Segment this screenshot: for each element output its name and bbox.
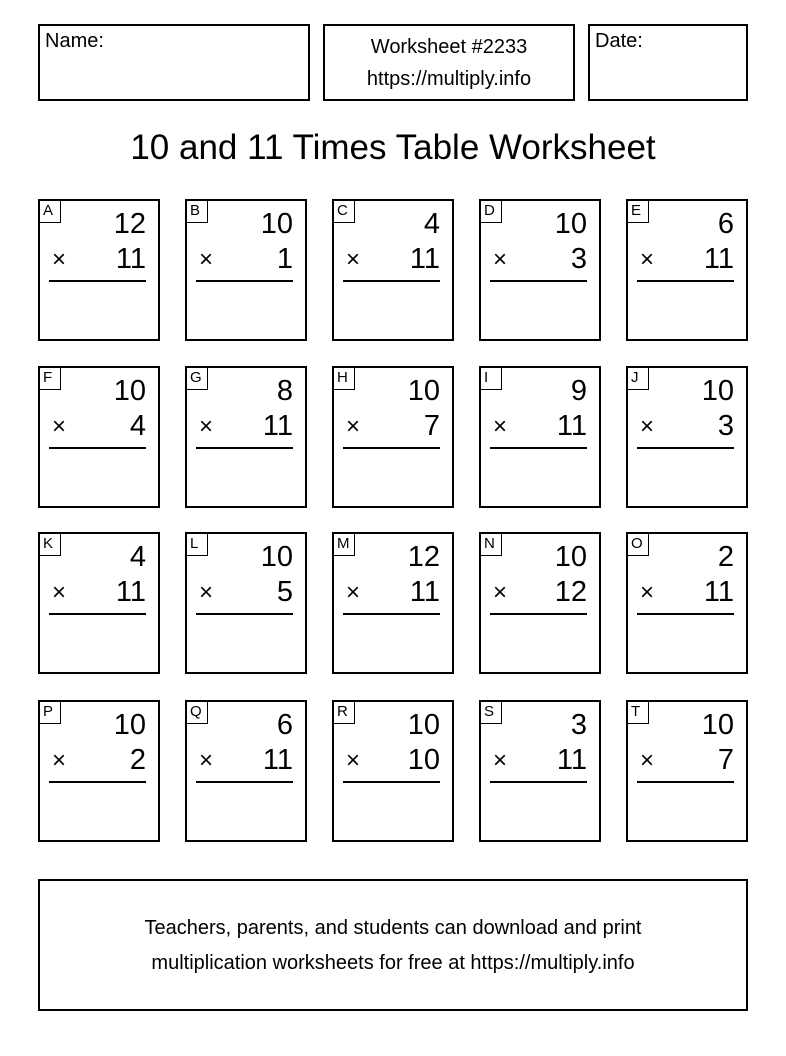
problem-letter: Q bbox=[187, 702, 208, 724]
multiplier: 7 bbox=[717, 744, 734, 776]
multiplier: 11 bbox=[703, 576, 734, 608]
multiplier: 3 bbox=[717, 410, 734, 442]
multiplicand: 2 bbox=[717, 541, 734, 573]
multiplier: 11 bbox=[262, 744, 293, 776]
problem-card[interactable] bbox=[38, 199, 160, 341]
multiplier: 11 bbox=[703, 243, 734, 275]
problem-letter: P bbox=[40, 702, 61, 724]
multiplicand: 4 bbox=[423, 208, 440, 240]
problem-card[interactable] bbox=[626, 532, 748, 674]
multiply-sign-icon: × bbox=[199, 747, 214, 774]
multiplier: 4 bbox=[129, 410, 146, 442]
problem-card[interactable] bbox=[185, 366, 307, 508]
multiplier: 7 bbox=[423, 410, 440, 442]
answer-line bbox=[49, 447, 146, 449]
problem-letter: S bbox=[481, 702, 502, 724]
multiplier: 11 bbox=[556, 410, 587, 442]
answer-line bbox=[343, 447, 440, 449]
multiply-sign-icon: × bbox=[640, 747, 655, 774]
problem-letter: O bbox=[628, 534, 649, 556]
answer-line bbox=[637, 781, 734, 783]
multiplicand: 10 bbox=[260, 541, 293, 573]
multiply-sign-icon: × bbox=[493, 747, 508, 774]
problem-card[interactable] bbox=[626, 366, 748, 508]
problem-card[interactable] bbox=[185, 700, 307, 842]
multiplier: 11 bbox=[409, 243, 440, 275]
multiply-sign-icon: × bbox=[199, 413, 214, 440]
problem-letter: J bbox=[628, 368, 649, 390]
multiply-sign-icon: × bbox=[346, 246, 361, 273]
multiply-sign-icon: × bbox=[52, 413, 67, 440]
multiplicand: 10 bbox=[701, 709, 734, 741]
multiplicand: 12 bbox=[407, 541, 440, 573]
multiply-sign-icon: × bbox=[640, 246, 655, 273]
multiply-sign-icon: × bbox=[199, 579, 214, 606]
problem-card[interactable] bbox=[332, 700, 454, 842]
footer-text-line-1: Teachers, parents, and students can download and print bbox=[144, 917, 642, 939]
answer-line bbox=[490, 280, 587, 282]
multiply-sign-icon: × bbox=[52, 747, 67, 774]
multiplier: 1 bbox=[276, 243, 293, 275]
problem-letter: B bbox=[187, 201, 208, 223]
worksheet-url: https://multiply.info bbox=[366, 68, 532, 90]
multiplicand: 10 bbox=[554, 541, 587, 573]
multiplier: 2 bbox=[129, 744, 146, 776]
multiply-sign-icon: × bbox=[493, 246, 508, 273]
answer-line bbox=[49, 781, 146, 783]
problem-card[interactable] bbox=[38, 366, 160, 508]
multiplier: 12 bbox=[554, 576, 587, 608]
problem-letter: T bbox=[628, 702, 649, 724]
multiplicand: 6 bbox=[717, 208, 734, 240]
problem-letter: L bbox=[187, 534, 208, 556]
multiplicand: 8 bbox=[276, 375, 293, 407]
problem-letter: C bbox=[334, 201, 355, 223]
answer-line bbox=[490, 447, 587, 449]
multiply-sign-icon: × bbox=[640, 579, 655, 606]
answer-line bbox=[637, 280, 734, 282]
multiplicand: 6 bbox=[276, 709, 293, 741]
answer-line bbox=[343, 280, 440, 282]
multiply-sign-icon: × bbox=[52, 579, 67, 606]
multiplicand: 12 bbox=[113, 208, 146, 240]
multiply-sign-icon: × bbox=[199, 246, 214, 273]
problem-letter: M bbox=[334, 534, 355, 556]
worksheet-number: Worksheet #2233 bbox=[370, 36, 528, 58]
name-label: Name: bbox=[45, 30, 104, 52]
multiplicand: 3 bbox=[570, 709, 587, 741]
problem-letter: H bbox=[334, 368, 355, 390]
problem-letter: G bbox=[187, 368, 208, 390]
multiplicand: 10 bbox=[113, 375, 146, 407]
answer-line bbox=[490, 781, 587, 783]
answer-line bbox=[196, 280, 293, 282]
multiplicand: 4 bbox=[129, 541, 146, 573]
multiplier: 5 bbox=[276, 576, 293, 608]
problem-card[interactable] bbox=[185, 532, 307, 674]
problem-card[interactable] bbox=[479, 532, 601, 674]
multiply-sign-icon: × bbox=[493, 579, 508, 606]
problem-card[interactable] bbox=[479, 700, 601, 842]
answer-line bbox=[490, 613, 587, 615]
answer-line bbox=[196, 781, 293, 783]
answer-line bbox=[637, 447, 734, 449]
answer-line bbox=[196, 447, 293, 449]
problem-letter: R bbox=[334, 702, 355, 724]
problem-letter: E bbox=[628, 201, 649, 223]
problem-card[interactable] bbox=[332, 366, 454, 508]
multiply-sign-icon: × bbox=[640, 413, 655, 440]
problem-card[interactable] bbox=[185, 199, 307, 341]
multiplier: 3 bbox=[570, 243, 587, 275]
multiplicand: 10 bbox=[554, 208, 587, 240]
problem-card[interactable] bbox=[626, 199, 748, 341]
multiplicand: 10 bbox=[113, 709, 146, 741]
problem-letter: D bbox=[481, 201, 502, 223]
multiply-sign-icon: × bbox=[52, 246, 67, 273]
answer-line bbox=[196, 613, 293, 615]
answer-line bbox=[343, 781, 440, 783]
answer-line bbox=[49, 613, 146, 615]
problem-letter: K bbox=[40, 534, 61, 556]
problem-letter: I bbox=[481, 368, 502, 390]
multiply-sign-icon: × bbox=[346, 747, 361, 774]
problem-card[interactable] bbox=[332, 199, 454, 341]
multiplier: 10 bbox=[407, 744, 440, 776]
multiplicand: 10 bbox=[260, 208, 293, 240]
answer-line bbox=[49, 280, 146, 282]
multiplier: 11 bbox=[262, 410, 293, 442]
problem-card[interactable] bbox=[479, 366, 601, 508]
problem-card[interactable] bbox=[38, 700, 160, 842]
multiply-sign-icon: × bbox=[346, 579, 361, 606]
problem-letter: A bbox=[40, 201, 61, 223]
footer-text-line-2: multiplication worksheets for free at https://multiply.info bbox=[151, 952, 635, 974]
multiplicand: 9 bbox=[570, 375, 587, 407]
multiply-sign-icon: × bbox=[346, 413, 361, 440]
answer-line bbox=[343, 613, 440, 615]
multiplier: 11 bbox=[115, 576, 146, 608]
footer-box bbox=[38, 879, 748, 1011]
problem-card[interactable] bbox=[626, 700, 748, 842]
multiplier: 11 bbox=[409, 576, 440, 608]
multiplicand: 10 bbox=[407, 709, 440, 741]
multiplier: 11 bbox=[115, 243, 146, 275]
multiply-sign-icon: × bbox=[493, 413, 508, 440]
multiplicand: 10 bbox=[701, 375, 734, 407]
page-title: 10 and 11 Times Table Worksheet bbox=[130, 128, 656, 167]
problem-letter: F bbox=[40, 368, 61, 390]
multiplier: 11 bbox=[556, 744, 587, 776]
answer-line bbox=[637, 613, 734, 615]
problem-card[interactable] bbox=[332, 532, 454, 674]
date-label: Date: bbox=[595, 30, 643, 52]
problem-card[interactable] bbox=[38, 532, 160, 674]
problem-card[interactable] bbox=[479, 199, 601, 341]
multiplicand: 10 bbox=[407, 375, 440, 407]
problem-letter: N bbox=[481, 534, 502, 556]
